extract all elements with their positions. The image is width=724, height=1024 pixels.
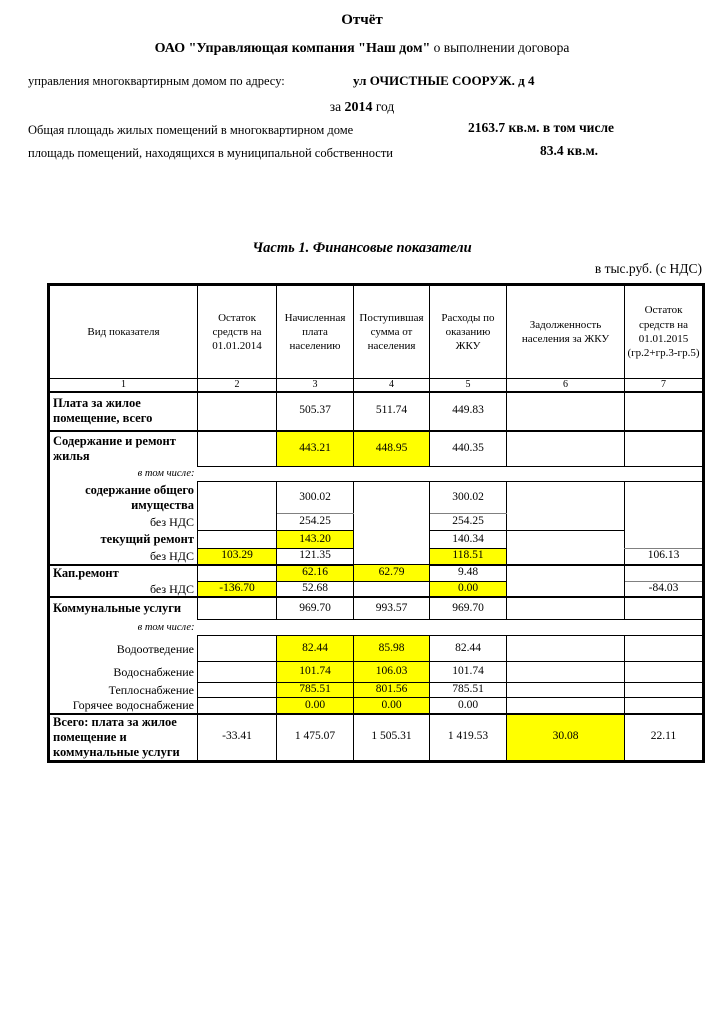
row-label: Теплоснабжение (49, 683, 198, 698)
table-row (49, 565, 704, 582)
row-label: Содержание и ремонт жилья (49, 431, 198, 467)
empty-band (198, 620, 704, 636)
empty-cell (625, 636, 704, 662)
data-cell: 22.11 (625, 714, 704, 762)
data-cell: 254.25 (430, 514, 507, 531)
municipal-area-label: площадь помещений, находящихся в муниципальной собственности (28, 146, 393, 160)
data-cell: 969.70 (277, 597, 354, 620)
subsection-label: в том числе: (49, 620, 198, 636)
row-label: Всего: плата за жилое помещение и коммунальные услуги (49, 714, 198, 762)
data-cell-highlighted: 0.00 (354, 698, 430, 714)
empty-cell (625, 683, 704, 698)
col-number: 7 (625, 379, 704, 392)
subsection-label: в том числе: (49, 467, 198, 482)
data-cell-highlighted: 62.16 (277, 565, 354, 582)
table-row (49, 392, 704, 431)
data-cell: 121.35 (277, 549, 354, 565)
col-number: 4 (354, 379, 430, 392)
empty-band (198, 467, 704, 482)
row-label: Водоотведение (49, 636, 198, 662)
period-post: год (372, 99, 395, 114)
col-number: 6 (507, 379, 625, 392)
table-row (49, 597, 704, 620)
empty-cell (507, 636, 625, 662)
units-note: в тыс.руб. (с НДС) (594, 261, 702, 276)
col-number: 3 (277, 379, 354, 392)
empty-cell (507, 482, 625, 531)
total-row (49, 714, 704, 762)
section-title: Часть 1. Финансовые показатели (252, 240, 472, 256)
table-row (49, 636, 704, 662)
row-label: Кап.ремонт (49, 565, 198, 582)
data-cell-highlighted: 85.98 (354, 636, 430, 662)
header-indicator-type: Вид показателя (49, 285, 198, 379)
data-cell: 1 475.07 (277, 714, 354, 762)
empty-cell (507, 662, 625, 683)
data-cell: 101.74 (430, 662, 507, 683)
data-cell: -84.03 (625, 582, 704, 597)
col-number: 1 (49, 379, 198, 392)
data-cell: 1 419.53 (430, 714, 507, 762)
data-cell: 254.25 (277, 514, 354, 531)
total-area-value: 2163.7 кв.м. в том числе (468, 120, 615, 135)
row-label: без НДС (49, 582, 198, 597)
empty-cell (198, 698, 277, 714)
period-pre: за (329, 99, 345, 114)
data-cell-highlighted: 101.74 (277, 662, 354, 683)
total-area-label: Общая площадь жилых помещений в многоквартирном доме (28, 123, 354, 137)
company-line-rest: о выполнении договора (430, 40, 570, 55)
document-title: Отчёт (341, 12, 383, 28)
empty-cell (507, 698, 625, 714)
municipal-area-value: 83.4 кв.м. (540, 143, 599, 158)
empty-cell (625, 597, 704, 620)
empty-cell (625, 431, 704, 467)
data-cell: 106.13 (625, 549, 704, 565)
row-label: без НДС (49, 514, 198, 531)
data-cell: 140.34 (430, 531, 507, 549)
data-cell-highlighted: 30.08 (507, 714, 625, 762)
empty-cell (198, 636, 277, 662)
table-row (49, 431, 704, 467)
data-cell: 511.74 (354, 392, 430, 431)
empty-cell (507, 392, 625, 431)
column-numbers-row (49, 379, 704, 392)
empty-cell (198, 662, 277, 683)
address-value: ул ОЧИСТНЫЕ СООРУЖ. д 4 (353, 73, 535, 88)
table-header-row (49, 285, 704, 379)
empty-cell (507, 565, 625, 597)
data-cell: 300.02 (430, 482, 507, 514)
empty-cell (198, 431, 277, 467)
data-cell-highlighted: 82.44 (277, 636, 354, 662)
empty-cell (625, 565, 704, 582)
data-cell-highlighted: 448.95 (354, 431, 430, 467)
data-cell: 449.83 (430, 392, 507, 431)
data-cell-highlighted: -136.70 (198, 582, 277, 597)
col-number: 5 (430, 379, 507, 392)
data-cell: 300.02 (277, 482, 354, 514)
empty-cell (625, 662, 704, 683)
financial-table-wrap (47, 283, 705, 763)
data-cell: 785.51 (430, 683, 507, 698)
empty-cell (507, 683, 625, 698)
empty-cell (507, 531, 625, 565)
data-cell-highlighted: 62.79 (354, 565, 430, 582)
table-row (49, 698, 704, 714)
data-cell-highlighted: 443.21 (277, 431, 354, 467)
data-cell-highlighted: 106.03 (354, 662, 430, 683)
empty-cell (625, 482, 704, 549)
financial-table (47, 283, 705, 763)
row-label: текущий ремонт (49, 531, 198, 549)
row-label: Плата за жилое помещение, всего (49, 392, 198, 431)
row-label: Коммунальные услуги (49, 597, 198, 620)
col-number: 2 (198, 379, 277, 392)
empty-cell (198, 683, 277, 698)
row-label: без НДС (49, 549, 198, 565)
empty-cell (198, 482, 277, 531)
data-cell: 1 505.31 (354, 714, 430, 762)
data-cell: 505.37 (277, 392, 354, 431)
data-cell-highlighted: 118.51 (430, 549, 507, 565)
empty-cell (507, 431, 625, 467)
header-received: Поступившая сумма от населения (354, 285, 430, 379)
subsection-row (49, 467, 704, 482)
data-cell-highlighted: 0.00 (277, 698, 354, 714)
header-debt: Задолженность населения за ЖКУ (507, 285, 625, 379)
empty-cell (625, 392, 704, 431)
row-label: содержание общего имущества (49, 482, 198, 514)
period-line (0, 99, 724, 116)
data-cell: 52.68 (277, 582, 354, 597)
header-balance-2015: Остаток средств на 01.01.2015 (гр.2+гр.3-гр.5) (625, 285, 704, 379)
data-cell-highlighted: 143.20 (277, 531, 354, 549)
data-cell-highlighted: 785.51 (277, 683, 354, 698)
empty-cell (354, 582, 430, 597)
empty-cell (354, 482, 430, 565)
data-cell: 440.35 (430, 431, 507, 467)
data-cell-highlighted: 801.56 (354, 683, 430, 698)
company-name: ОАО "Управляющая компания "Наш дом" (154, 41, 431, 56)
period-year: 2014 (344, 100, 373, 115)
data-cell: 969.70 (430, 597, 507, 620)
table-row (49, 482, 704, 514)
empty-cell (198, 565, 277, 582)
data-cell: -33.41 (198, 714, 277, 762)
empty-cell (198, 531, 277, 549)
empty-cell (625, 698, 704, 714)
data-cell: 993.57 (354, 597, 430, 620)
data-cell: 9.48 (430, 565, 507, 582)
data-cell: 82.44 (430, 636, 507, 662)
row-label: Водоснабжение (49, 662, 198, 683)
header-accrued: Начисленная плата населению (277, 285, 354, 379)
empty-cell (198, 392, 277, 431)
header-expenses: Расходы по оказанию ЖКУ (430, 285, 507, 379)
company-line (0, 40, 724, 57)
header-balance-2014: Остаток средств на 01.01.2014 (198, 285, 277, 379)
data-cell-highlighted: 103.29 (198, 549, 277, 565)
empty-cell (507, 597, 625, 620)
data-cell: 0.00 (430, 698, 507, 714)
subsection-row (49, 620, 704, 636)
empty-cell (198, 597, 277, 620)
address-label: управления многоквартирным домом по адресу: (28, 74, 285, 88)
table-row (49, 662, 704, 683)
table-row (49, 683, 704, 698)
data-cell-highlighted: 0.00 (430, 582, 507, 597)
row-label: Горячее водоснабжение (49, 698, 198, 714)
